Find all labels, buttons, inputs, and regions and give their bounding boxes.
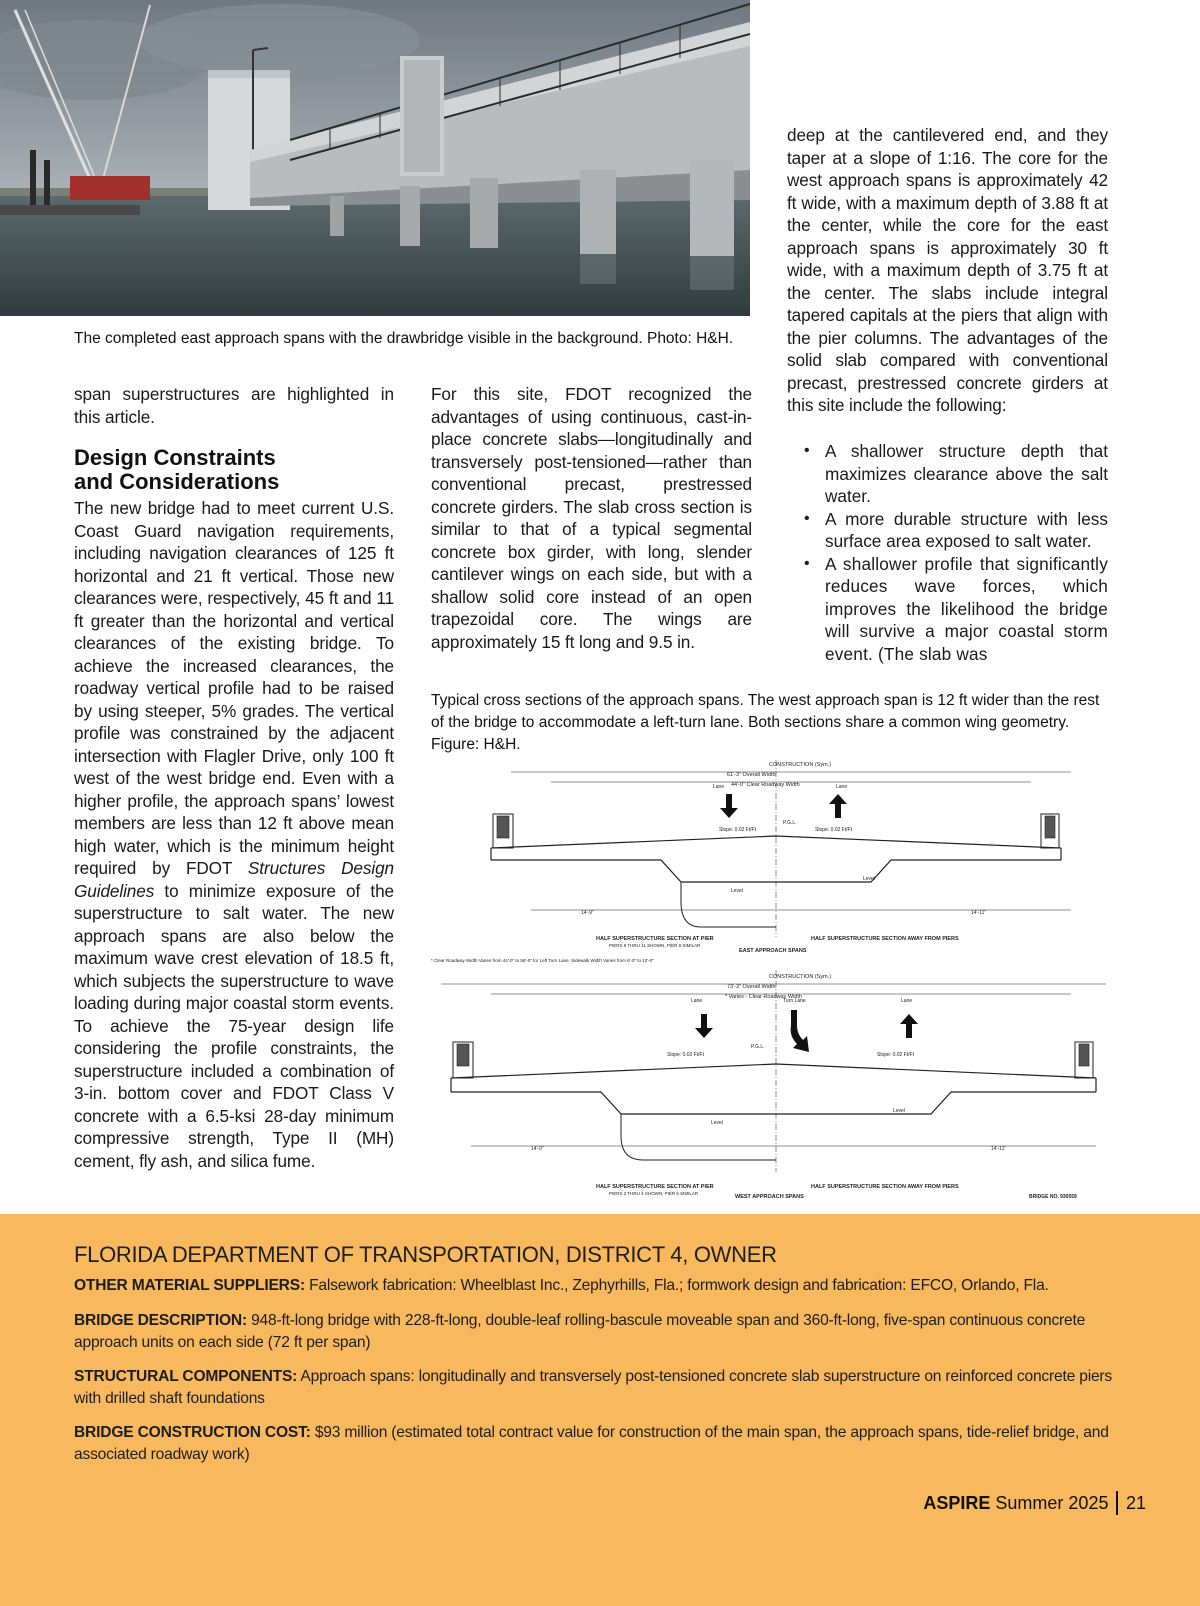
west-overall-width: 73'-3" Overall Width xyxy=(727,984,776,990)
west-dim-left: 14'-0" xyxy=(531,1146,544,1152)
east-label: EAST APPROACH SPANS xyxy=(739,948,807,954)
east-level-right: Level xyxy=(863,876,875,882)
list-item: • A shallower profile that significantly reduces wave forces, which improves the likelihood the bridge will survive a major coastal storm event. (The slab was xyxy=(804,553,1108,664)
footer-divider xyxy=(1116,1491,1118,1515)
west-pgl: P.G.L. xyxy=(751,1044,765,1050)
spec-material-suppliers: OTHER MATERIAL SUPPLIERS: Falsework fabrication: Wheelblast Inc., Zephyrhills, Fla.; formwork design and fabrication: EFCO, Orlando, Fla. xyxy=(74,1277,1049,1294)
bridge-photo xyxy=(0,0,750,316)
east-left-title: HALF SUPERSTRUCTURE SECTION AT PIER xyxy=(596,936,714,942)
column2-body: For this site, FDOT recognized the advantages of using continuous, cast-in-place concrete slabs—longitudinally and transversely post-tensioned—rather than conventional precast, prestressed concrete girders. The slab cross section is similar to that of a typical segmental concrete box girder, with long, slender cantilever wings on each side, but with a shallow solid core instead of an open trapezoidal core. The wings are approximately 15 ft long and 9.5 in. xyxy=(431,384,752,652)
east-level: Level xyxy=(731,888,743,894)
east-section xyxy=(491,760,1071,954)
cross-section-drawing xyxy=(431,752,1111,1204)
spec-bridge-description: BRIDGE DESCRIPTION: 948-ft-long bridge with 228-ft-long, double-leaf rolling-bascule moveable span and 360-ft-long, five-span continuous concrete approach units on each side (72 ft per span) xyxy=(74,1312,1086,1351)
west-slope-left: Slope: 0.02 Ft/Ft xyxy=(667,1052,704,1058)
west-left-sub: PIERS 2 THRU 4 SHOWN, PIER 5 SIMILAR xyxy=(609,1191,699,1196)
west-lane-label-right: Lane xyxy=(901,998,913,1004)
column3-body: deep at the cantilevered end, and they taper at a slope of 1:16. The core for the west approach spans is approximately 42 ft wide, with a maximum depth of 3.88 ft at the center, while the core for the east approach spans is approximately 30 ft wide, with a maximum depth of 3.75 ft at the center. The slabs include integral tapered capitals at the piers that align with the pier columns. The advantages of the solid slab compared with conventional precast, prestressed concrete girders at this site include the following: xyxy=(787,125,1108,415)
west-section xyxy=(441,970,1106,1200)
east-dim-right: 14'-11" xyxy=(971,910,987,916)
issue-label: Summer 2025 xyxy=(995,1493,1109,1513)
east-lane-label: Lane xyxy=(713,784,725,790)
bullet-icon: • xyxy=(804,554,810,572)
west-roadway-width: * Varies - Clear Roadway Width xyxy=(725,994,802,1000)
page-footer xyxy=(923,1491,1146,1515)
east-left-sub: PIERS 9 THRU 11 SHOWN, PIER 8 SIMILAR xyxy=(609,943,701,948)
roadway-note: * Clear Roadway Width Varies from 44'-0" to 56'-0" for Left Turn Lane. Sidewalk Width Varies from 6'-0" to 12'-0" xyxy=(431,958,654,963)
heading-line1: Design Constraints xyxy=(74,445,276,470)
body-text-a: The new bridge had to meet current U.S. Coast Guard navigation requirements, including navigation clearances of 125 ft horizontal and 21 ft vertical. Those new clearances were, respectively, 45 ft and 11 ft greater than the horizontal and vertical clearances of the existing bridge. To achieve the increased clearances, the roadway vertical profile had to be raised by using steeper, 5% grades. The vertical profile was constrained by the adjacent intersection with Flagler Drive, only 100 ft west of the west bridge end. Even with a higher profile, the approach spans’ lowest members are less than 12 ft above mean high water, which is the minimum height required by FDOT xyxy=(74,498,394,878)
west-lane-label: Lane xyxy=(691,998,703,1004)
advantages-list xyxy=(800,440,1108,665)
section-heading xyxy=(74,446,404,494)
magazine-name: ASPIRE xyxy=(923,1493,991,1513)
bullet-icon: • xyxy=(804,442,810,459)
column1-body xyxy=(74,497,394,1172)
column1-intro: span superstructures are highlighted in this article. xyxy=(74,384,394,427)
west-right-title: HALF SUPERSTRUCTURE SECTION AWAY FROM PIERS xyxy=(811,1184,959,1190)
east-slope-right: Slope: 0.02 Ft/Ft xyxy=(815,827,852,833)
bridge-number: BRIDGE NO. 930559 xyxy=(1029,1194,1077,1200)
west-level: Level xyxy=(711,1120,723,1126)
body-text-b: to minimize exposure of the superstructure to salt water. The new approach spans are also below the maximum wave crest elevation of 18.5 ft, which subjects the superstructure to wave loading during major coastal storm events. To achieve the 75-year design life considering the profile constraints, the superstructure included a combination of 3-in. bottom cover and FDOT Class V concrete with a 6.5-ksi 28-day minimum compressive strength, Type II (MH) cement, fly ash, and silica fume. xyxy=(74,880,394,1171)
west-construction-label: CONSTRUCTION (Sym.) xyxy=(769,974,832,980)
photo-caption: The completed east approach spans with the drawbridge visible in the background. Photo: H&H. xyxy=(74,330,734,347)
page-number: 21 xyxy=(1125,1493,1146,1513)
owner-heading: FLORIDA DEPARTMENT OF TRANSPORTATION, DISTRICT 4, OWNER xyxy=(74,1242,777,1267)
east-lane-label-right: Lane xyxy=(836,784,848,790)
west-level-right: Level xyxy=(893,1108,905,1114)
east-construction-label: CONSTRUCTION (Sym.) xyxy=(769,762,832,768)
east-roadway-width: 44'-0" Clear Roadway Width xyxy=(731,782,800,788)
east-right-title: HALF SUPERSTRUCTURE SECTION AWAY FROM PIERS xyxy=(811,936,959,942)
east-dim-left: 14'-9" xyxy=(581,910,594,916)
list-item: • A more durable structure with less surface area exposed to salt water. xyxy=(804,508,1108,551)
east-overall-width: 61'-3" Overall Width xyxy=(727,772,776,778)
figure-caption: Typical cross sections of the approach spans. The west approach span is 12 ft wider than the rest of the bridge to accommodate a left-turn lane. Both sections share a common wing geometry. Figure: H&H. xyxy=(431,692,1100,753)
list-item: • A shallower structure depth that maximizes clearance above the salt water. xyxy=(804,441,1108,506)
west-dim-right: 14'-11" xyxy=(991,1146,1007,1152)
east-slope-left: Slope: 0.02 Ft/Ft xyxy=(719,827,756,833)
west-left-title: HALF SUPERSTRUCTURE SECTION AT PIER xyxy=(596,1184,714,1190)
west-turn-lane-label: Turn Lane xyxy=(783,998,806,1004)
heading-line2: and Considerations xyxy=(74,469,280,494)
project-info-box xyxy=(0,1214,1200,1606)
spec-construction-cost: BRIDGE CONSTRUCTION COST: $93 million (estimated total contract value for construction of the main span, the approach spans, tide-relief bridge, and associated roadway work) xyxy=(74,1424,1109,1463)
body-italic: Structures Design Guidelines xyxy=(74,858,395,901)
east-pgl: P.G.L. xyxy=(783,820,797,826)
spec-structural-components: STRUCTURAL COMPONENTS: Approach spans: longitudinally and transversely post-tensioned concrete slab superstructure on reinforced concrete piers with drilled shaft foundations xyxy=(74,1368,1113,1407)
west-label: WEST APPROACH SPANS xyxy=(735,1194,804,1200)
bullet-icon: • xyxy=(804,509,810,527)
west-slope-right: Slope: 0.02 Ft/Ft xyxy=(877,1052,914,1058)
